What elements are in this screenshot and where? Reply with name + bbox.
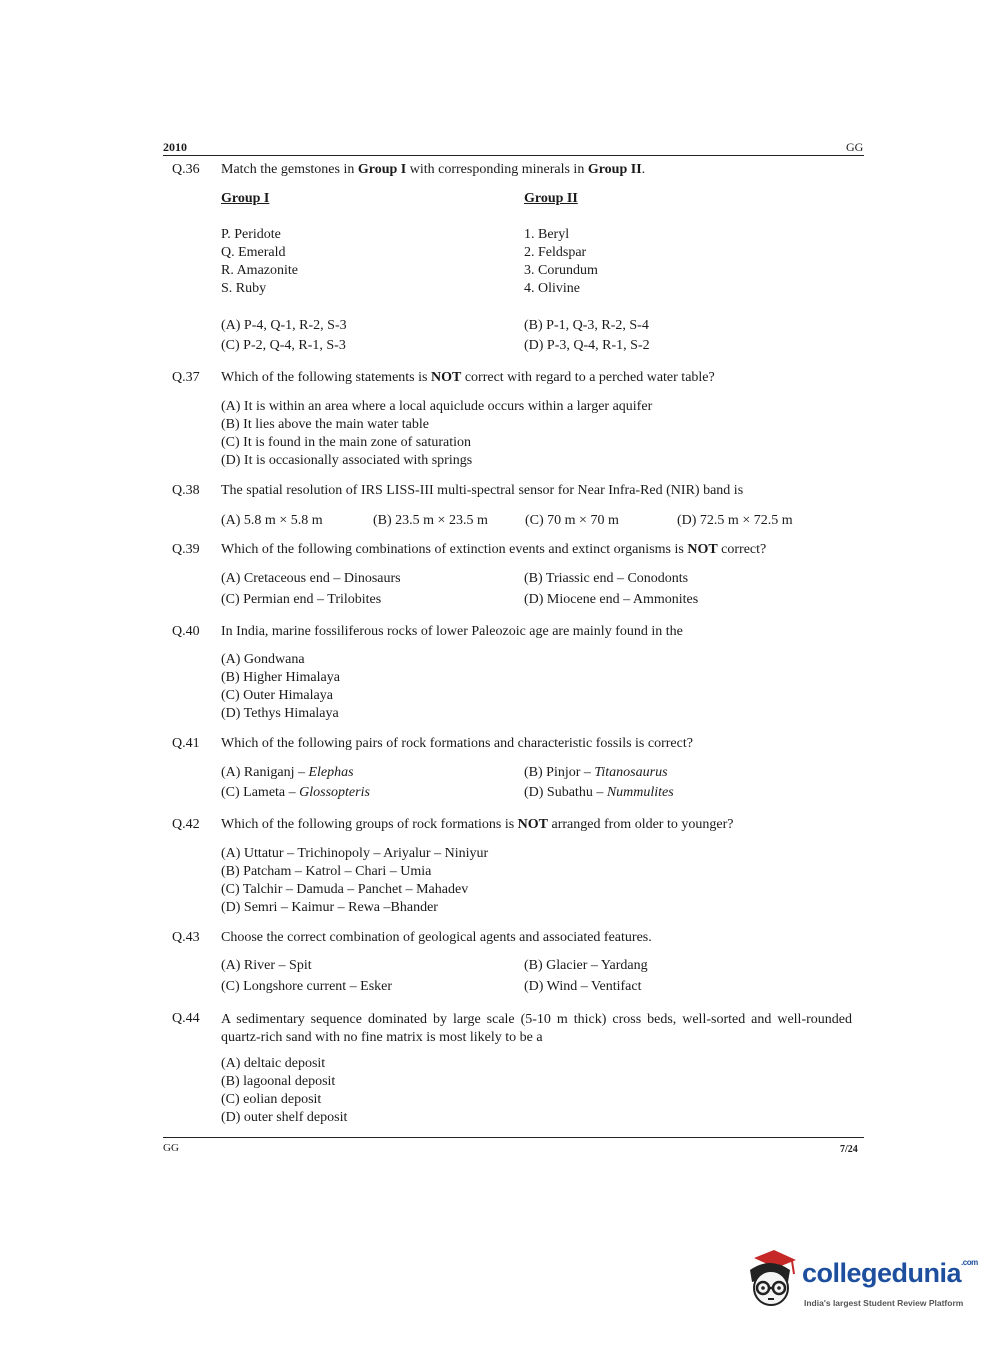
option-c: (C) P-2, Q-4, R-1, S-3 [221,338,346,353]
question-number: Q.40 [172,624,200,639]
logo-suffix: .com [961,1258,978,1267]
option-d: (D) Semri – Kaimur – Rewa –Bhander [221,900,438,915]
option-d: (D) P-3, Q-4, R-1, S-2 [524,338,650,353]
question-text: The spatial resolution of IRS LISS-III multi-spectral sensor for Near Infra-Red (NIR) band is [221,483,744,498]
option-c [221,785,370,801]
option-b: (B) lagoonal deposit [221,1074,336,1089]
question-text-part: arranged from older to younger? [548,817,734,832]
option-b: (B) P-1, Q-3, R-2, S-4 [524,318,649,333]
question-number: Q.44 [172,1011,200,1026]
option-b: (B) Patcham – Katrol – Chari – Umia [221,864,432,879]
question-text-part: Which of the following groups of rock formations is [221,817,518,832]
question-text-part: . [641,162,646,177]
group1-title: Group I [221,191,270,206]
question-text-part: Match the gemstones in [221,162,358,177]
fossil-name: Glossopteris [299,785,370,800]
question-text-bold: Group II [587,162,642,177]
option-label: (C) Lameta – [221,785,300,800]
fossil-name: Nummulites [606,785,674,800]
option-b: (B) It lies above the main water table [221,417,429,432]
footer-rule [163,1137,864,1138]
option-c: (C) Permian end – Trilobites [221,592,382,607]
question-text: Which of the following pairs of rock formations and characteristic fossils is correct? [221,736,693,751]
group2-item: 4. Olivine [524,281,580,296]
option-b: (B) 23.5 m × 23.5 m [373,513,488,528]
logo-wordmark [802,1258,978,1289]
page-number: 7/24 [840,1144,858,1155]
option-a: (A) River – Spit [221,958,312,973]
group1-item: Q. Emerald [221,245,286,260]
option-d: (D) Tethys Himalaya [221,706,339,721]
question-text-part: Which of the following combinations of extinction events and extinct organisms is [221,542,688,557]
option-b: (B) Triassic end – Conodonts [524,571,689,586]
question-text-part: Which of the following statements is [221,370,431,385]
option-d: (D) 72.5 m × 72.5 m [677,513,793,528]
question-text [221,817,733,833]
question-number: Q.39 [172,542,200,557]
option-d: (D) outer shelf deposit [221,1110,348,1125]
question-text-bold: NOT [687,542,718,557]
option-a: (A) Gondwana [221,652,305,667]
logo-tagline: India's largest Student Review Platform [804,1298,964,1308]
question-text-part: correct with regard to a perched water table? [461,370,715,385]
question-number: Q.36 [172,162,200,177]
option-a: (A) 5.8 m × 5.8 m [221,513,323,528]
question-number: Q.43 [172,930,200,945]
question-text-part: correct? [717,542,767,557]
group2-item: 1. Beryl [524,227,570,242]
header-code: GG [846,140,864,154]
group2-title: Group II [524,191,578,206]
option-c: (C) Talchir – Damuda – Panchet – Mahadev [221,882,469,897]
question-text: A sedimentary sequence dominated by large scale (5-10 m thick) cross beds, well-sorted and well-rounded quartz-rich sand with no fine matrix is most likely to be a [221,1012,852,1045]
option-d [524,785,674,801]
mascot-icon [740,1248,802,1314]
question-text-bold: NOT [517,817,549,832]
group1-item: P. Peridote [221,227,281,242]
question-text-bold: Group I [357,162,407,177]
option-a: (A) It is within an area where a local aquiclude occurs within a larger aquifer [221,399,653,414]
option-label: (D) Subathu – [524,785,607,800]
question-number: Q.38 [172,483,200,498]
option-d: (D) Miocene end – Ammonites [524,592,699,607]
option-b: (B) Higher Himalaya [221,670,340,685]
option-d: (D) It is occasionally associated with springs [221,453,473,468]
option-a [221,765,354,781]
header-rule [163,155,864,156]
group2-item: 2. Feldspar [524,245,587,260]
question-text [221,542,766,558]
option-c: (C) eolian deposit [221,1092,322,1107]
option-a: (A) Uttatur – Trichinopoly – Ariyalur – Niniyur [221,846,489,861]
option-c: (C) Longshore current – Esker [221,979,393,994]
group2-item: 3. Corundum [524,263,598,278]
question-number: Q.41 [172,736,200,751]
question-number: Q.37 [172,370,200,385]
option-label: (B) Pinjor – [524,765,595,780]
collegedunia-logo [740,1248,978,1328]
group1-item: S. Ruby [221,281,267,296]
question-text-part: with corresponding minerals in [406,162,588,177]
option-b: (B) Glacier – Yardang [524,958,648,973]
option-a: (A) Cretaceous end – Dinosaurs [221,571,401,586]
fossil-name: Titanosaurus [594,765,668,780]
question-text: Choose the correct combination of geological agents and associated features. [221,930,652,945]
question-text [221,162,645,178]
option-a: (A) deltaic deposit [221,1056,326,1071]
question-number: Q.42 [172,817,200,832]
option-label: (A) Raniganj – [221,765,309,780]
option-c: (C) It is found in the main zone of saturation [221,435,471,450]
option-a: (A) P-4, Q-1, R-2, S-3 [221,318,347,333]
option-c: (C) 70 m × 70 m [525,513,619,528]
header-year: 2010 [163,140,187,154]
group1-item: R. Amazonite [221,263,298,278]
option-d: (D) Wind – Ventifact [524,979,642,994]
question-text-bold: NOT [430,370,462,385]
fossil-name: Elephas [308,765,354,780]
option-b [524,765,668,781]
question-text [221,370,715,386]
footer-code: GG [163,1142,179,1154]
option-c: (C) Outer Himalaya [221,688,333,703]
question-text: In India, marine fossiliferous rocks of lower Paleozoic age are mainly found in the [221,624,683,639]
logo-name: collegedunia [802,1258,962,1288]
